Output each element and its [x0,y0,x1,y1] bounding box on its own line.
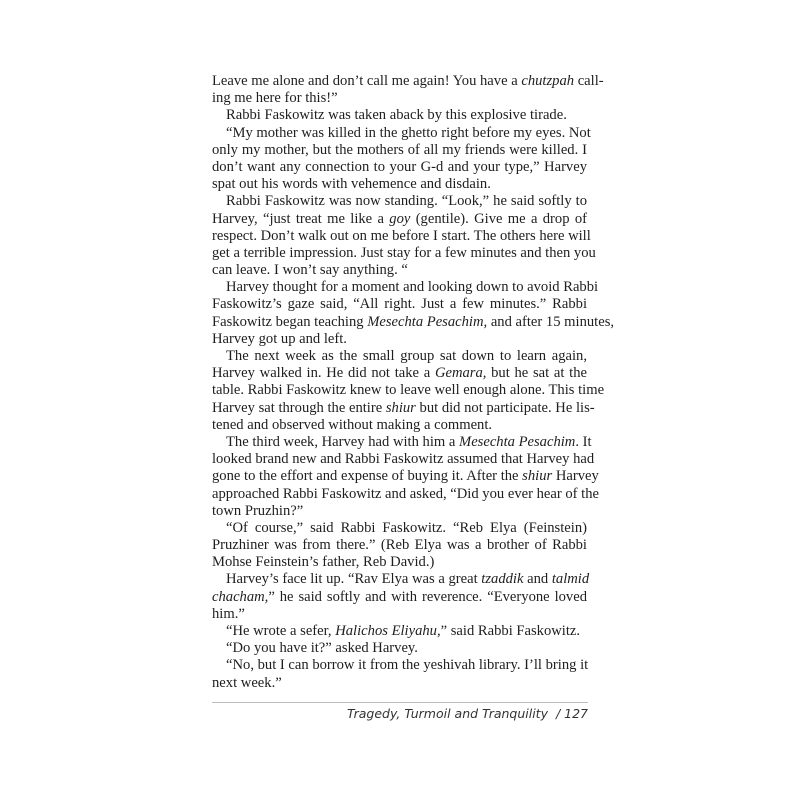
text-line [212,211,587,228]
text-line [212,262,587,279]
text-line [212,468,599,485]
text-segment: The third week, Harvey had with him a [226,433,460,450]
text-line [212,503,587,520]
text-segment: “Of course,” said Rabbi Faskowitz. “Reb Elya (Feinstein) [226,519,587,536]
text-segment: ing me here for this!” [212,90,338,107]
text-line [212,417,587,434]
text-segment: call- [574,73,604,89]
text-line [212,279,599,296]
text-segment: “My mother was killed in the ghetto right before my eyes. Not [226,124,591,141]
text-line [212,227,591,245]
italic-term: chutzpah [521,73,575,89]
text-segment: Harvey, “just treat me like a [212,210,390,227]
text-line [212,520,587,537]
text-line [212,73,604,90]
text-line [212,107,587,124]
italic-term: Mesechta Pesachim [459,433,576,450]
text-line [212,399,595,417]
text-line [212,142,587,159]
text-line [212,244,596,262]
text-line [212,159,587,176]
text-segment: Harvey walked in. He did not take a [212,365,435,382]
text-segment: Harvey [552,468,599,485]
text-line [212,589,587,606]
text-segment: approached Rabbi Faskowitz and asked, “Did you ever hear of the [212,485,600,502]
text-segment: but did not participate. He lis- [415,399,595,416]
text-line [212,90,587,107]
text-line [212,331,587,348]
text-line [212,606,587,623]
text-line [212,193,587,210]
text-segment: respect. Don’t walk out on me before I start. The others here will [212,227,591,244]
text-segment: can leave. I won’t say anything. “ [212,262,408,279]
text-segment: town Pruzhin?” [212,502,304,519]
text-segment: “He wrote a sefer, [226,623,336,639]
text-line [212,365,587,382]
text-segment: “Do you have it?” asked Harvey. [226,640,418,657]
text-segment: The next week as the small group sat down to learn again, [226,348,587,364]
text-line [212,485,600,503]
text-segment: table. Rabbi Faskowitz knew to leave well enough alone. This time [212,382,605,399]
italic-term: shiur [385,399,416,416]
text-segment: Harvey sat through the entire [212,399,386,416]
text-segment: looked brand new and Rabbi Faskowitz assumed that Harvey had [212,451,595,468]
text-line [212,313,615,331]
text-line [212,176,587,193]
text-segment: . It [575,433,592,450]
text-line [212,348,587,365]
page-number: / 127 [555,706,588,721]
text-segment: tened and observed without making a comment. [212,416,493,433]
text-segment: Harvey got up and left. [212,330,347,347]
text-segment: Rabbi Faskowitz was now standing. “Look,” he said softly to [226,193,587,210]
text-segment: (gentile). Give me a drop of [410,210,587,227]
text-segment: only my mother, but the mothers of all my friends were killed. I [212,141,587,158]
italic-term: chacham, [212,588,269,605]
text-segment: ” said Rabbi Faskowitz. [440,623,581,639]
text-line [212,571,590,588]
text-segment: Leave me alone and don’t call me again! You have a [212,73,522,89]
text-line [212,451,595,468]
text-line [212,640,587,657]
text-segment: and after 15 minutes, [487,313,615,330]
text-line [212,382,605,399]
italic-term: tzaddik [481,571,524,588]
running-footer [347,706,588,721]
text-line [212,433,592,451]
text-segment: him.” [212,605,245,622]
text-segment: Pruzhiner was from there.” (Reb Elya was a brother of Rabbi [212,537,587,554]
text-line [212,623,587,640]
italic-term: goy [389,210,411,227]
italic-term: shiur [522,468,553,485]
italic-term: Gemara, [434,365,487,382]
text-segment: ” he said softly and with reverence. “Everyone loved [268,588,587,605]
footer-divider [212,702,588,703]
text-segment: Faskowitz began teaching [212,313,368,330]
text-segment: and [523,571,552,588]
text-segment: Rabbi Faskowitz was taken aback by this explosive tirade. [226,107,567,124]
text-line [212,554,587,571]
italic-term: Halichos Eliyahu, [335,623,441,639]
text-line [212,657,587,674]
text-segment: next week.” [212,674,282,691]
text-line [212,537,587,554]
text-segment: but he sat at the [486,365,588,382]
text-segment: spat out his words with vehemence and disdain. [212,176,491,193]
text-line [212,296,587,313]
text-segment: “No, but I can borrow it from the yeshivah library. I’ll bring it [226,657,589,674]
text-segment: don’t want any connection to your G-d and your type,” Harvey [212,158,587,175]
text-segment: Harvey’s face lit up. “Rav Elya was a great [226,571,482,588]
text-segment: Faskowitz’s gaze said, “All right. Just a few minutes.” Rabbi [212,296,587,313]
text-segment: get a terrible impression. Just stay for a few minutes and then you [212,244,596,261]
italic-term: talmid [551,571,590,588]
book-title: Tragedy, Turmoil and Tranquility [346,706,548,721]
body-text [212,73,615,692]
text-line [212,675,587,692]
text-segment: Mohse Feinstein’s father, Reb David.) [212,554,435,571]
text-segment: gone to the effort and expense of buying it. After the [212,468,523,485]
text-segment: Harvey thought for a moment and looking down to avoid Rabbi [226,279,599,296]
italic-term: Mesechta Pesachim, [367,313,488,330]
text-line [212,124,591,142]
